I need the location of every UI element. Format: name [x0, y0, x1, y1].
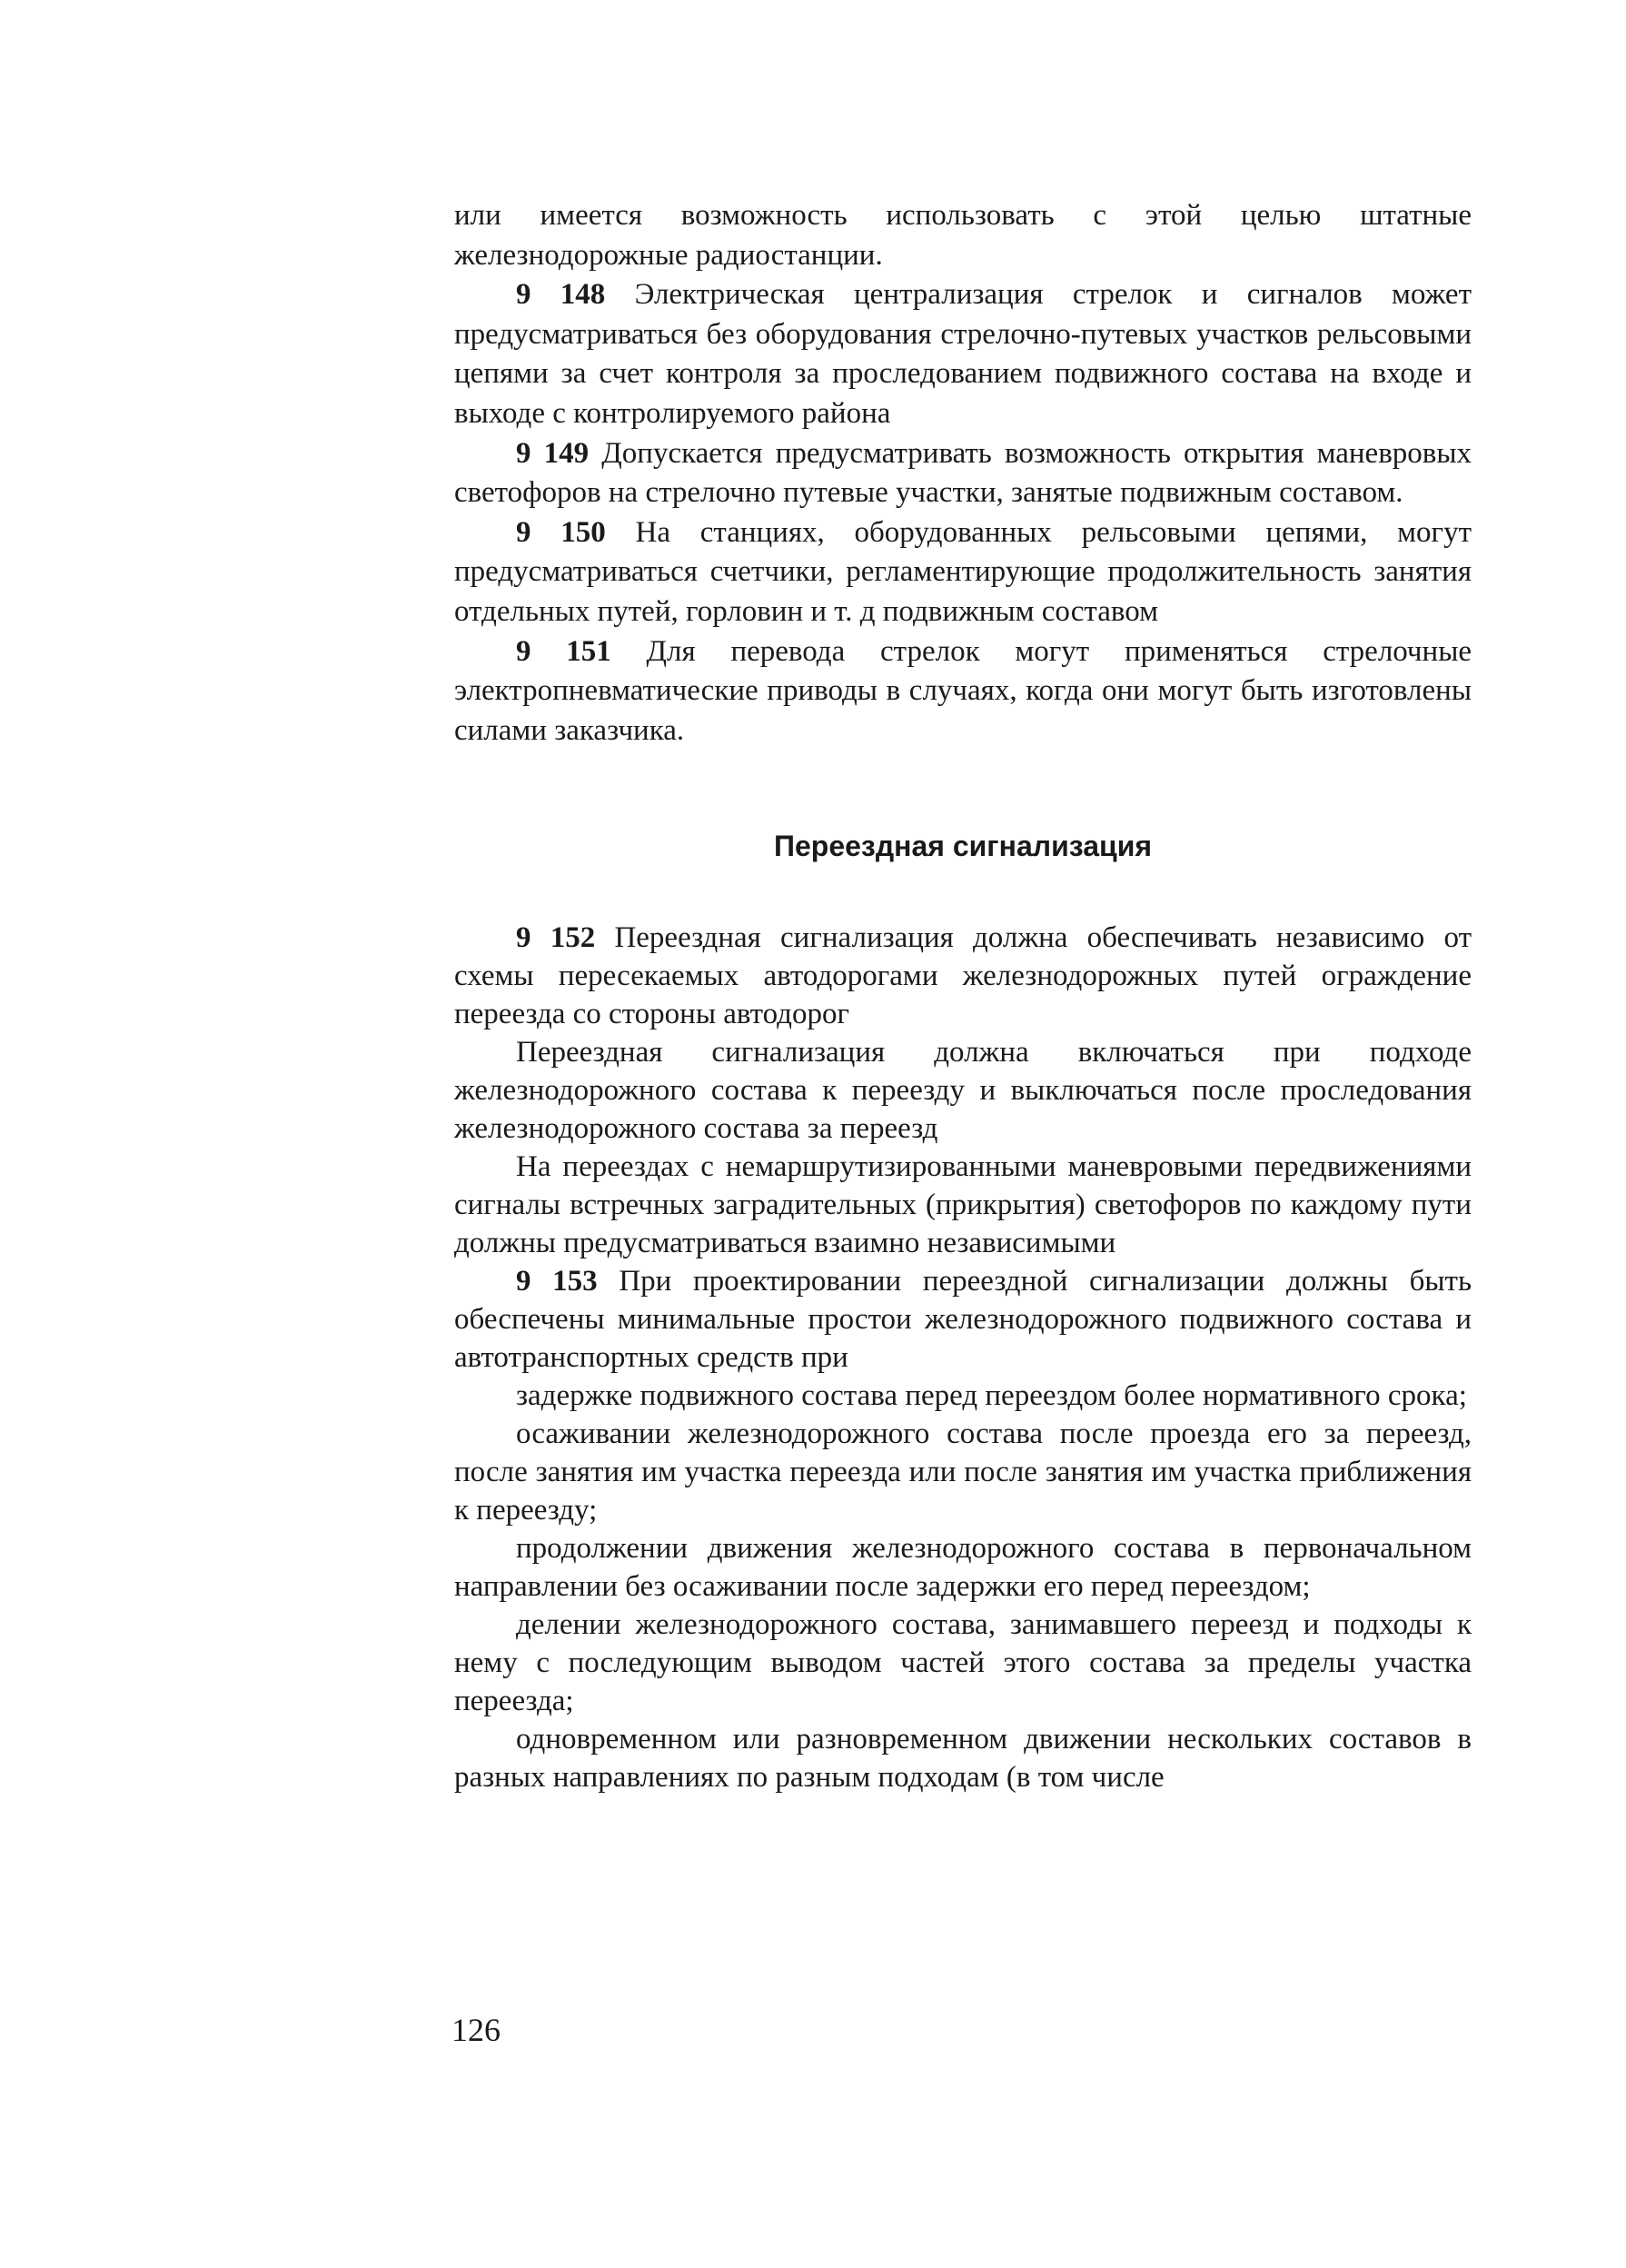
clause-9-152	[454, 919, 1472, 1033]
list-item: продолжении движения железнодорожного состава в первоначальном направлении без осаживании после задержки его перед переездом;	[454, 1532, 1472, 1604]
clause-text: Переездная сигнализация должна обеспечивать независимо от схемы пересекаемых автодорогами железнодорожных путей ограждение переезда со стороны автодорог	[454, 921, 1472, 1031]
clause-number: 9 152	[516, 921, 596, 955]
clause-9-153	[454, 1262, 1472, 1377]
document-page	[454, 196, 1472, 1796]
clause-9-152-paragraph-3: На переездах с немаршрутизированными маневровыми передвижениями сигналы встречных заградительных (прикрытия) светофоров по каждому пути должны предусматриваться взаимно независимыми	[454, 1150, 1472, 1260]
clause-text: При проектировании переездной сигнализации должны быть обеспечены минимальные простои железнодорожного подвижного состава и автотранспортных средств при	[454, 1265, 1472, 1375]
clause-number: 9 149	[516, 436, 590, 470]
clause-text: На станциях, оборудованных рельсовыми цепями, могут предусматриваться счетчики, регламентирующие продолжительность занятия отдельных путей, горловин и т. д подвижным составом	[454, 515, 1472, 628]
clause-number: 9 153	[516, 1265, 598, 1298]
list-item: осаживании железнодорожного состава после проезда его за переезд, после занятия им участка переезда или после занятия им участка приближения к переезду;	[454, 1418, 1472, 1527]
clause-9-148	[454, 275, 1472, 433]
clause-text: Для перевода стрелок могут применяться стрелочные электропневматические приводы в случаях, когда они могут быть изготовлены силами заказчика.	[454, 634, 1472, 747]
clause-number: 9 150	[516, 515, 606, 549]
clause-number: 9 151	[516, 634, 611, 668]
intro-paragraph: или имеется возможность использовать с этой целью штатные железнодорожные радиостанции.	[454, 199, 1472, 272]
clause-text: Допускается предусматривать возможность открытия маневровых светофоров на стрелочно путевые участки, занятые подвижным составом.	[454, 436, 1472, 510]
clause-text: Электрическая централизация стрелок и сигналов может предусматриваться без оборудования стрелочно-путевых участков рельсовыми цепями за счет контроля за проследованием подвижного состава на входе и выходе с контролируемого района	[454, 278, 1472, 430]
list-item: делении железнодорожного состава, занимавшего переезд и подходы к нему с последующим выводом частей этого состава за пределы участка переезда;	[454, 1608, 1472, 1718]
section-heading: Переездная сигнализация	[773, 830, 1153, 863]
list-item: одновременном или разновременном движении нескольких составов в разных направлениях по разным подходам (в том числе	[454, 1723, 1472, 1795]
clause-9-152-paragraph-2: Переездная сигнализация должна включаться при подходе железнодорожного состава к переезду и выключаться после проследования железнодорожного состава за переезд	[454, 1036, 1472, 1146]
clause-number: 9 148	[516, 278, 606, 312]
page-number: 126	[451, 2012, 501, 2048]
clause-9-150	[454, 513, 1472, 632]
clause-9-149	[454, 434, 1472, 513]
clause-9-151	[454, 632, 1472, 751]
list-item: задержке подвижного состава перед переездом более нормативного срока;	[516, 1379, 1467, 1413]
